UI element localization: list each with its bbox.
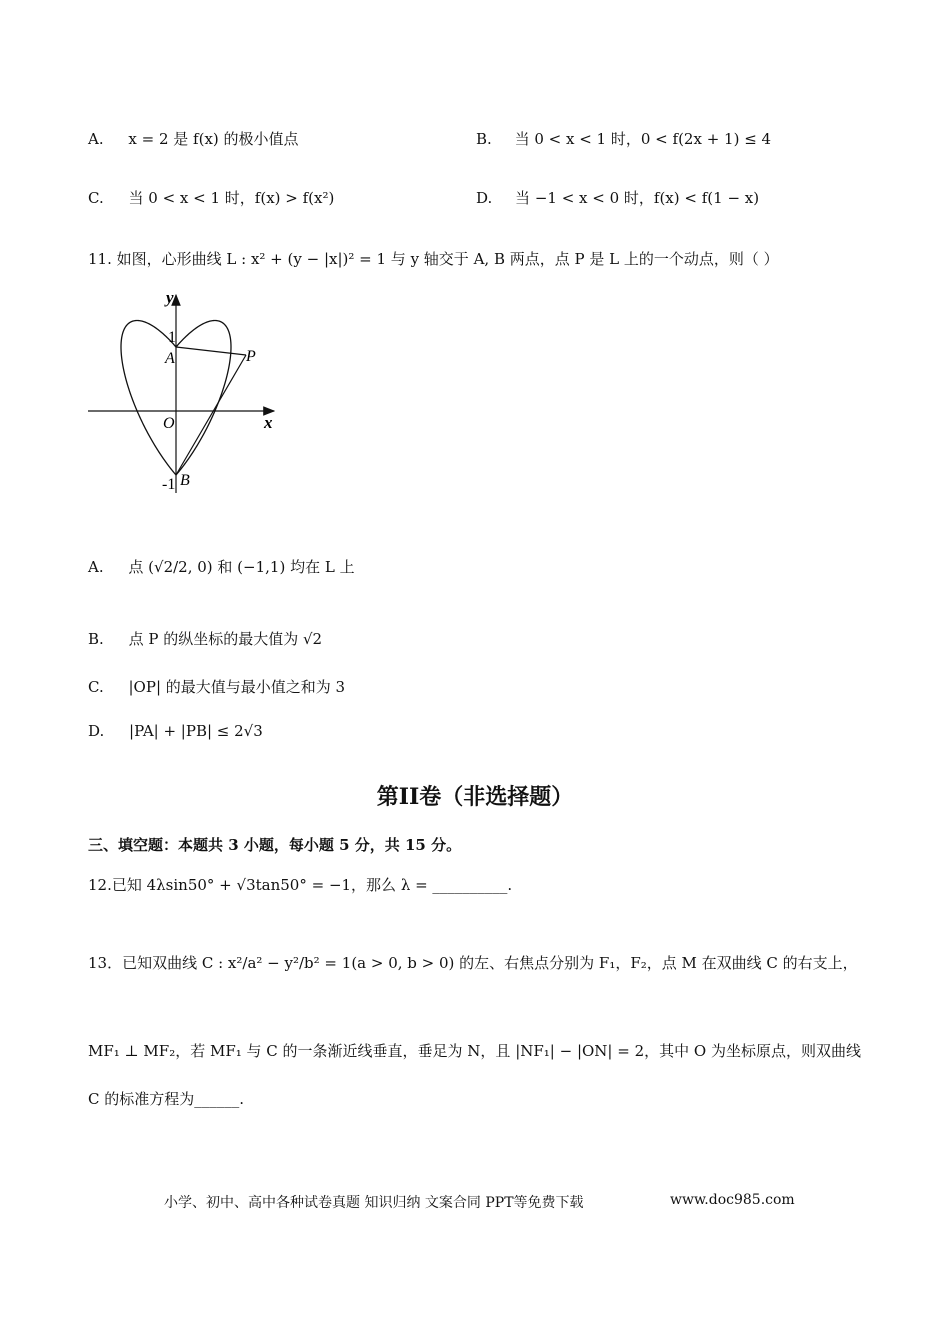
option-label: C. xyxy=(88,189,104,207)
option-text: 点 (√2/2, 0) 和 (−1,1) 均在 L 上 xyxy=(128,558,355,576)
origin-label: O xyxy=(163,415,175,432)
point-a-label: A xyxy=(165,350,175,367)
footer-left: 小学、初中、高中各种试卷真题 知识归纳 文案合同 PPT等免费下载 xyxy=(164,1195,584,1211)
option-label: A. xyxy=(88,130,104,148)
option-text: x = 2 是 f(x) 的极小值点 xyxy=(128,130,299,148)
option-label: B. xyxy=(88,630,104,648)
section3-heading: 三、填空题：本题共 3 小题，每小题 5 分，共 15 分。 xyxy=(88,836,462,854)
option-text: 当 0 < x < 1 时，0 < f(2x + 1) ≤ 4 xyxy=(514,130,772,148)
option-text: |OP| 的最大值与最小值之和为 3 xyxy=(128,678,346,696)
tick-label-neg1: -1 xyxy=(162,476,176,493)
option-label: B. xyxy=(476,130,492,148)
q12-text: 12.已知 4λsin50° + √3tan50° = −1，那么 λ = __________. xyxy=(88,876,513,894)
point-p-label: P xyxy=(246,348,256,365)
q13-line3: C 的标准方程为______. xyxy=(88,1090,245,1108)
q10-option-d xyxy=(476,187,759,208)
option-label: D. xyxy=(88,722,105,740)
option-label: A. xyxy=(88,558,104,576)
point-b-label: B xyxy=(180,472,190,489)
q10-option-b xyxy=(476,128,771,149)
option-text: 当 0 < x < 1 时，f(x) > f(x²) xyxy=(128,189,335,207)
tick-label-1: 1 xyxy=(168,329,176,346)
heart-curve-figure xyxy=(80,285,290,500)
q11-option-c xyxy=(88,676,345,697)
option-text: 点 P 的纵坐标的最大值为 √2 xyxy=(128,630,323,648)
q11-option-a xyxy=(88,556,355,577)
q11-stem: 11. 如图，心形曲线 L : x² + (y − |x|)² = 1 与 y 轴交于 A, B 两点，点 P 是 L 上的一个动点，则（ ） xyxy=(88,250,779,268)
segment-bp xyxy=(176,355,246,475)
x-axis-label: x xyxy=(264,413,273,432)
q11-option-b xyxy=(88,628,322,649)
option-label: D. xyxy=(476,189,493,207)
option-text: |PA| + |PB| ≤ 2√3 xyxy=(129,722,263,740)
part2-title: 第II卷（非选择题） xyxy=(376,784,574,810)
q10-option-a xyxy=(88,128,299,149)
q13-line2: MF₁ ⊥ MF₂，若 MF₁ 与 C 的一条渐近线垂直，垂足为 N，且 |NF₁| − |ON| = 2，其中 O 为坐标原点，则双曲线 xyxy=(88,1042,861,1060)
y-axis-label: y xyxy=(166,288,174,307)
segment-ap xyxy=(176,347,246,355)
option-label: C. xyxy=(88,678,104,696)
option-text: 当 −1 < x < 0 时，f(x) < f(1 − x) xyxy=(515,189,760,207)
q10-option-c xyxy=(88,187,334,208)
q11-option-d xyxy=(88,722,263,740)
footer-url: www.doc985.com xyxy=(670,1192,795,1208)
q13-line1: 13．已知双曲线 C : x²/a² − y²/b² = 1(a > 0, b > 0) 的左、右焦点分别为 F₁，F₂，点 M 在双曲线 C 的右支上， xyxy=(88,954,858,972)
